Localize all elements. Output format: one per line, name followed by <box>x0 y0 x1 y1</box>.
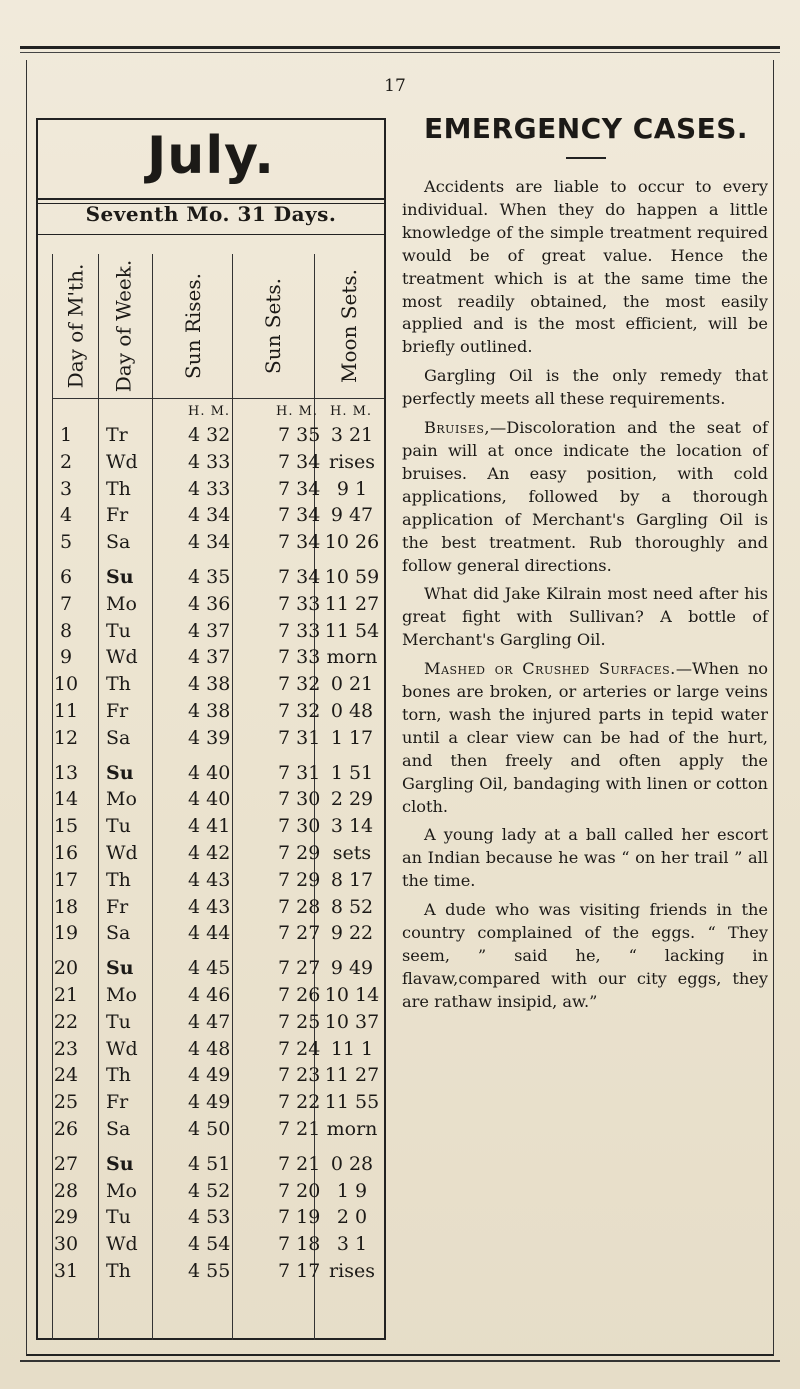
cell-sun-sets: 7 32 <box>278 700 321 722</box>
table-row <box>38 700 384 723</box>
cell-sun-sets: 7 34 <box>278 504 321 527</box>
header-rule <box>52 398 384 399</box>
cell-sun-rises: 4 33 <box>188 477 231 500</box>
cell-day-of-month: 16 <box>53 842 79 864</box>
cell-day-of-week: Wd <box>106 1233 138 1256</box>
cell-moon-sets: 8 17 <box>330 868 374 891</box>
cell-sun-rises: 4 40 <box>188 788 231 811</box>
table-row <box>38 1118 384 1141</box>
cell-sun-rises: 4 43 <box>188 895 231 918</box>
cell-day-of-month: 23 <box>53 1037 79 1060</box>
cell-sun-sets: 7 30 <box>278 788 321 811</box>
cell-moon-sets: 11 27 <box>324 592 380 615</box>
table-row <box>38 1064 384 1087</box>
cell-day-of-week: Tu <box>106 1206 131 1229</box>
paragraph-kilrain: What did Jake Kilrain most need after his great fight with Sullivan? A bottle of Merchant's Gargling Oil. <box>402 584 768 650</box>
cell-day-of-month: 3 <box>59 477 73 500</box>
cell-moon-sets: 9 47 <box>330 504 374 527</box>
cell-sun-sets: 7 25 <box>278 1010 321 1033</box>
cell-sun-sets: 7 28 <box>278 895 321 918</box>
cell-day-of-week: Su <box>106 566 134 588</box>
cell-sun-rises: 4 34 <box>188 504 231 527</box>
cell-sun-sets: 7 21 <box>278 1152 321 1175</box>
cell-day-of-week: Mo <box>106 984 137 1006</box>
cell-moon-sets: 11 1 <box>330 1037 374 1060</box>
table-row <box>38 478 384 501</box>
cell-day-of-week: Wd <box>106 842 138 864</box>
header-day-of-week <box>100 258 146 394</box>
cell-moon-sets: 3 14 <box>330 815 374 838</box>
cell-moon-sets: 9 49 <box>330 957 374 980</box>
hm-label-set: H. M. <box>276 404 319 419</box>
cell-moon-sets: rises <box>329 450 375 473</box>
cell-day-of-week: Th <box>106 868 131 891</box>
cell-day-of-week: Mo <box>106 592 137 615</box>
cell-day-of-week: Wd <box>106 450 138 473</box>
cell-sun-rises: 4 38 <box>188 673 231 696</box>
cell-moon-sets: 1 9 <box>336 1179 368 1202</box>
cell-day-of-month: 19 <box>53 922 79 945</box>
cell-day-of-week: Tu <box>106 619 131 642</box>
cell-sun-rises: 4 42 <box>188 842 231 864</box>
cell-sun-sets: 7 24 <box>278 1037 321 1060</box>
cell-moon-sets: morn <box>326 1118 378 1140</box>
cell-day-of-week: Sa <box>106 726 131 749</box>
mashed-lead: Mashed or Crushed Surfaces. <box>424 659 676 679</box>
cell-moon-sets: 10 59 <box>324 566 380 588</box>
cell-day-of-month: 12 <box>53 726 79 749</box>
cell-day-of-month: 8 <box>59 619 73 642</box>
cell-day-of-month: 1 <box>59 424 73 446</box>
cell-day-of-week: Fr <box>106 895 129 918</box>
calendar-table <box>36 118 386 1340</box>
cell-moon-sets: 10 26 <box>324 531 380 554</box>
mashed-text: —When no bones are broken, or arteries or large veins torn, wash the injured parts in tepid water until a clear view can be had of the hurt, and then freely and often apply the Gargling Oil, bandaging with linen or cotton cloth. <box>402 659 768 816</box>
cell-sun-rises: 4 37 <box>188 646 231 669</box>
cell-sun-sets: 7 19 <box>278 1206 321 1229</box>
table-row <box>38 1153 384 1176</box>
bruises-text: —Discoloration and the seat of pain will at once indicate the location of bruises. An easy position, with cold applications, followed by a thorough application of Merchant's Gargling Oil is the best treatment. Rub thoroughly and follow general directions. <box>402 418 768 575</box>
cell-moon-sets: 0 21 <box>330 673 374 696</box>
cell-day-of-month: 20 <box>53 957 79 980</box>
cell-moon-sets: 9 1 <box>336 477 368 500</box>
paragraph-indian: A young lady at a ball called her escort an Indian because he was “ on her trail ” all the time. <box>402 825 768 891</box>
cell-day-of-week: Th <box>106 1064 131 1087</box>
cell-sun-sets: 7 26 <box>278 984 321 1006</box>
cell-day-of-week: Su <box>106 1152 134 1175</box>
cell-sun-rises: 4 54 <box>188 1233 231 1256</box>
cell-day-of-month: 5 <box>59 531 73 554</box>
table-row <box>38 922 384 945</box>
header-moon-sets <box>326 258 372 394</box>
cell-day-of-month: 28 <box>53 1179 79 1202</box>
cell-moon-sets: morn <box>326 646 378 669</box>
cell-day-of-week: Wd <box>106 646 138 669</box>
cell-day-of-month: 15 <box>53 815 79 838</box>
cell-moon-sets: 2 0 <box>336 1206 368 1229</box>
month-subtitle: Seventh Mo. 31 Days. <box>85 202 337 226</box>
article-heading: EMERGENCY CASES. <box>423 112 749 145</box>
cell-day-of-month: 26 <box>53 1118 79 1140</box>
table-row <box>38 984 384 1007</box>
cell-sun-rises: 4 40 <box>188 761 231 784</box>
cell-sun-rises: 4 48 <box>188 1037 231 1060</box>
cell-day-of-week: Su <box>106 761 134 784</box>
cell-sun-sets: 7 34 <box>278 477 321 500</box>
cell-day-of-week: Tr <box>106 424 128 446</box>
cell-day-of-month: 9 <box>59 646 73 669</box>
cell-sun-rises: 4 51 <box>188 1152 231 1175</box>
cell-day-of-week: Tu <box>106 815 131 838</box>
cell-sun-rises: 4 32 <box>188 424 231 446</box>
cell-day-of-month: 11 <box>53 700 79 722</box>
table-row <box>38 1260 384 1283</box>
table-row <box>38 727 384 750</box>
cell-moon-sets: 11 27 <box>324 1064 380 1087</box>
cell-sun-rises: 4 39 <box>188 726 231 749</box>
cell-sun-rises: 4 45 <box>188 957 231 980</box>
cell-day-of-week: Th <box>106 1260 131 1282</box>
cell-moon-sets: 0 48 <box>330 700 374 722</box>
table-row <box>38 593 384 616</box>
cell-day-of-week: Mo <box>106 788 137 811</box>
cell-sun-sets: 7 33 <box>278 592 321 615</box>
table-row <box>38 531 384 554</box>
header-label: Day of Week. <box>111 259 135 393</box>
cell-day-of-month: 17 <box>53 868 79 891</box>
cell-sun-rises: 4 47 <box>188 1010 231 1033</box>
hm-label-moon: H. M. <box>330 404 373 419</box>
cell-moon-sets: 1 17 <box>330 726 374 749</box>
cell-sun-sets: 7 22 <box>278 1091 321 1114</box>
cell-moon-sets: rises <box>329 1260 375 1282</box>
table-row <box>38 788 384 811</box>
table-row <box>38 762 384 785</box>
cell-moon-sets: 9 22 <box>330 922 374 945</box>
cell-day-of-month: 6 <box>59 566 73 588</box>
cell-moon-sets: 2 29 <box>330 788 374 811</box>
cell-sun-sets: 7 34 <box>278 531 321 554</box>
subtitle-rule <box>38 234 384 235</box>
table-row <box>38 957 384 980</box>
cell-sun-rises: 4 33 <box>188 450 231 473</box>
table-row <box>38 620 384 643</box>
cell-sun-sets: 7 31 <box>278 726 321 749</box>
cell-day-of-week: Su <box>106 957 134 980</box>
header-sun-sets <box>250 258 296 394</box>
cell-moon-sets: 3 1 <box>336 1233 368 1256</box>
cell-day-of-month: 4 <box>59 504 73 527</box>
cell-day-of-week: Fr <box>106 1091 129 1114</box>
table-row <box>38 815 384 838</box>
cell-moon-sets: 10 14 <box>324 984 380 1006</box>
cell-sun-rises: 4 53 <box>188 1206 231 1229</box>
cell-sun-sets: 7 34 <box>278 450 321 473</box>
cell-day-of-month: 22 <box>53 1010 79 1033</box>
cell-day-of-month: 31 <box>53 1260 79 1282</box>
table-row <box>38 1011 384 1034</box>
cell-sun-sets: 7 29 <box>278 868 321 891</box>
cell-moon-sets: 8 52 <box>330 895 374 918</box>
cell-sun-sets: 7 33 <box>278 646 321 669</box>
table-row <box>38 673 384 696</box>
top-border-rule-thin <box>20 52 780 53</box>
bottom-border-rule <box>20 1360 780 1362</box>
cell-day-of-month: 14 <box>53 788 79 811</box>
cell-sun-rises: 4 37 <box>188 619 231 642</box>
table-row <box>38 1180 384 1203</box>
cell-moon-sets: 1 51 <box>330 761 374 784</box>
table-row <box>38 646 384 669</box>
paragraph-bruises <box>402 417 768 577</box>
cell-sun-rises: 4 49 <box>188 1091 231 1114</box>
paragraph-mashed <box>402 658 768 818</box>
bruises-lead: Bruises, <box>424 418 491 438</box>
cell-day-of-month: 21 <box>53 984 79 1006</box>
cell-day-of-month: 2 <box>59 450 73 473</box>
cell-sun-sets: 7 27 <box>278 957 321 980</box>
cell-moon-sets: 11 54 <box>324 619 380 642</box>
cell-day-of-month: 18 <box>53 895 79 918</box>
cell-day-of-month: 13 <box>53 761 79 784</box>
cell-sun-rises: 4 35 <box>188 566 231 588</box>
title-rule <box>38 198 384 200</box>
heading-rule <box>566 157 606 159</box>
table-row <box>38 1038 384 1061</box>
cell-sun-rises: 4 36 <box>188 592 231 615</box>
cell-sun-rises: 4 50 <box>188 1118 231 1140</box>
cell-day-of-week: Tu <box>106 1010 131 1033</box>
top-border-rule <box>20 46 780 49</box>
cell-sun-sets: 7 21 <box>278 1118 321 1140</box>
cell-day-of-month: 25 <box>53 1091 79 1114</box>
header-label: Sun Rises. <box>181 273 205 379</box>
table-row <box>38 566 384 589</box>
article-body <box>402 176 768 1020</box>
header-label: Moon Sets. <box>337 269 361 383</box>
cell-moon-sets: 0 28 <box>330 1152 374 1175</box>
cell-sun-sets: 7 32 <box>278 673 321 696</box>
cell-sun-sets: 7 17 <box>278 1260 321 1282</box>
cell-sun-rises: 4 49 <box>188 1064 231 1087</box>
cell-sun-rises: 4 44 <box>188 922 231 945</box>
cell-day-of-month: 27 <box>53 1152 79 1175</box>
cell-day-of-week: Mo <box>106 1179 137 1202</box>
cell-day-of-week: Sa <box>106 922 131 945</box>
cell-moon-sets: sets <box>332 842 372 864</box>
cell-day-of-month: 24 <box>53 1064 79 1087</box>
cell-moon-sets: 10 37 <box>324 1010 380 1033</box>
header-label: Sun Sets. <box>261 277 286 375</box>
cell-day-of-month: 29 <box>53 1206 79 1229</box>
cell-sun-sets: 7 23 <box>278 1064 321 1087</box>
hm-label-rise: H. M. <box>188 404 231 419</box>
cell-sun-sets: 7 34 <box>278 566 321 588</box>
cell-day-of-week: Fr <box>106 504 129 527</box>
cell-sun-sets: 7 30 <box>278 815 321 838</box>
table-row <box>38 842 384 865</box>
paragraph-dude: A dude who was visiting friends in the country complained of the eggs. “ They seem, ” said he, “ lacking in flavaw,compared with our city eggs, they are rathaw insipid, aw.” <box>402 900 768 1011</box>
cell-sun-sets: 7 18 <box>278 1233 321 1256</box>
table-row <box>38 424 384 447</box>
cell-sun-rises: 4 55 <box>188 1260 231 1282</box>
paragraph-gargling-oil: Gargling Oil is the only remedy that perfectly meets all these requirements. <box>402 366 768 409</box>
paragraph-intro: Accidents are liable to occur to every individual. When they do happen a little knowledge of the simple treatment required would be of great value. Hence the treatment which is at the same time the most readily obtained, the most easily applied and is the most efficient, will be briefly outlined. <box>402 177 768 357</box>
cell-day-of-month: 7 <box>59 592 73 615</box>
cell-day-of-week: Wd <box>106 1037 138 1060</box>
cell-sun-sets: 7 33 <box>278 619 321 642</box>
table-row <box>38 1206 384 1229</box>
page-number: 17 <box>384 76 406 96</box>
month-title: July. <box>146 126 276 186</box>
cell-sun-sets: 7 31 <box>278 761 321 784</box>
cell-sun-rises: 4 46 <box>188 984 231 1006</box>
table-row <box>38 896 384 919</box>
cell-day-of-week: Sa <box>106 531 131 554</box>
cell-day-of-week: Th <box>106 477 131 500</box>
cell-sun-sets: 7 20 <box>278 1179 321 1202</box>
table-row <box>38 1233 384 1256</box>
cell-sun-rises: 4 43 <box>188 868 231 891</box>
cell-sun-sets: 7 27 <box>278 922 321 945</box>
cell-sun-rises: 4 52 <box>188 1179 231 1202</box>
table-row <box>38 451 384 474</box>
cell-sun-sets: 7 35 <box>278 424 321 446</box>
cell-day-of-week: Th <box>106 673 131 696</box>
table-row <box>38 1091 384 1114</box>
cell-sun-rises: 4 34 <box>188 531 231 554</box>
table-row <box>38 869 384 892</box>
cell-day-of-week: Sa <box>106 1118 131 1140</box>
cell-sun-rises: 4 38 <box>188 700 231 722</box>
cell-sun-sets: 7 29 <box>278 842 321 864</box>
cell-moon-sets: 11 55 <box>324 1091 380 1114</box>
cell-day-of-week: Fr <box>106 700 129 722</box>
cell-moon-sets: 3 21 <box>330 424 374 446</box>
cell-day-of-month: 30 <box>53 1233 79 1256</box>
cell-day-of-month: 10 <box>53 673 79 696</box>
cell-sun-rises: 4 41 <box>188 815 231 838</box>
header-sun-rises <box>170 258 216 394</box>
header-label: Day of M'th. <box>63 263 88 389</box>
table-row <box>38 504 384 527</box>
header-day-of-month <box>52 258 98 394</box>
